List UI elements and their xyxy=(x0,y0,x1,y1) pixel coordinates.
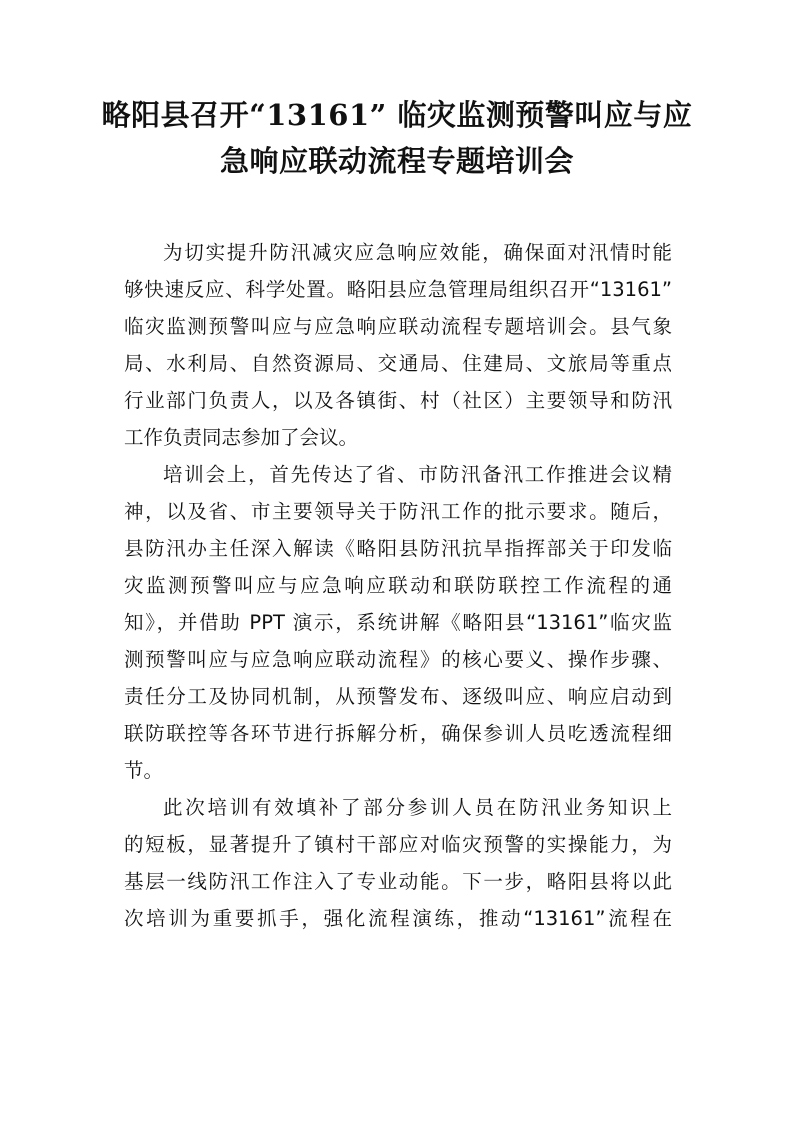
text-line: 神，以及省、市主要领导关于防汛工作的批示要求。随后， xyxy=(124,500,672,523)
text-line: 为切实提升防汛减灾应急响应效能，确保面对汛情时能 xyxy=(163,241,672,264)
text-line: 次培训为重要抓手，强化流程演练，推动“13161”流程在 xyxy=(124,907,672,930)
text-line: 培训会上，首先传达了省、市防汛备汛工作推进会议精 xyxy=(163,463,672,486)
title-line-2: 急响应联动流程专题培训会 xyxy=(219,144,574,178)
text-line: 工作负责同志参加了会议。 xyxy=(124,426,359,449)
text-line: 临灾监测预警叫应与应急响应联动流程专题培训会。县气象 xyxy=(124,315,672,338)
paragraph-1 xyxy=(124,234,672,456)
paragraph-3 xyxy=(124,789,672,937)
page-title xyxy=(96,92,698,184)
text-line: 基层一线防汛工作注入了专业动能。下一步，略阳县将以此 xyxy=(124,870,672,893)
text-line: 够快速反应、科学处置。略阳县应急管理局组织召开“13161” xyxy=(124,278,672,301)
text-line: 此次培训有效填补了部分参训人员在防汛业务知识上 xyxy=(163,796,672,819)
paragraph-2 xyxy=(124,456,672,789)
text-line: 责任分工及协同机制，从预警发布、逐级叫应、响应启动到 xyxy=(124,685,672,708)
text-line: 行业部门负责人，以及各镇街、村（社区）主要领导和防汛 xyxy=(124,389,672,412)
text-line: 的短板，显著提升了镇村干部应对临灾预警的实操能力，为 xyxy=(124,833,672,856)
text-line: 局、水利局、自然资源局、交通局、住建局、文旅局等重点 xyxy=(124,352,672,375)
article-body xyxy=(124,234,672,937)
text-line: 灾监测预警叫应与应急响应联动和联防联控工作流程的通 xyxy=(124,574,672,597)
text-line: 知》，并借助 PPT 演示，系统讲解《略阳县“13161”临灾监 xyxy=(124,611,672,634)
text-line: 测预警叫应与应急响应联动流程》的核心要义、操作步骤、 xyxy=(124,648,672,671)
text-line: 县防汛办主任深入解读《略阳县防汛抗旱指挥部关于印发临 xyxy=(124,537,672,560)
title-line-1: 略阳县召开“13161” 临灾监测预警叫应与应 xyxy=(101,98,693,132)
text-line: 节。 xyxy=(124,759,164,782)
text-line: 联防联控等各环节进行拆解分析，确保参训人员吃透流程细 xyxy=(124,722,672,745)
